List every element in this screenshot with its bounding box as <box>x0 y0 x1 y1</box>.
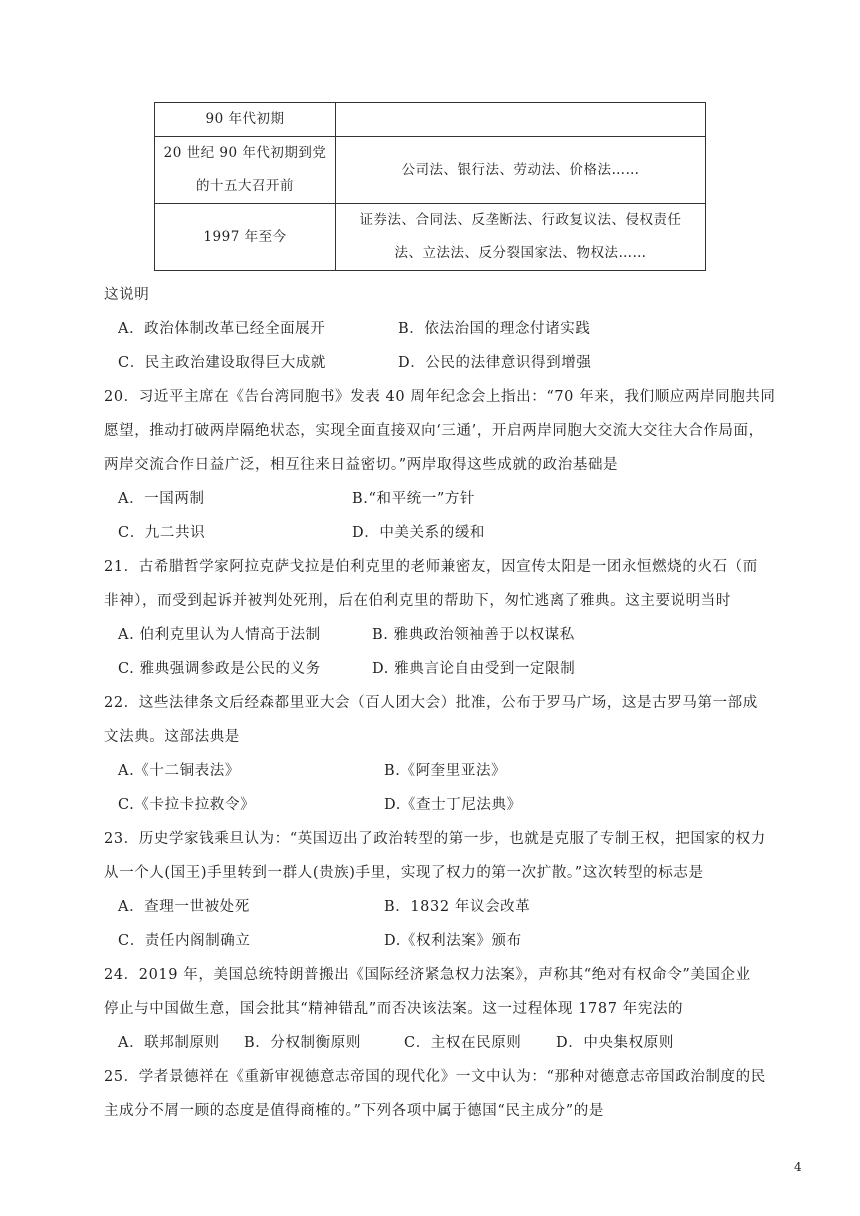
question-stem: 21．古希腊哲学家阿拉克萨戈拉是伯利克里的老师兼密友，因宣传太阳是一团永恒燃烧的火石（而 <box>104 559 758 575</box>
question-stem: 24．2019 年，美国总统特朗普搬出《国际经济紧急权力法案》，声称其“绝对有权命令”美国企业 <box>104 967 751 983</box>
option-b: B．分权制衡原则 <box>244 1035 361 1051</box>
table-cell-period: 1997 年至今 <box>155 204 336 271</box>
page-number: 4 <box>794 1160 802 1174</box>
option-b: B．1832 年议会改革 <box>384 899 531 915</box>
option-c: C. 雅典强调参政是公民的义务 <box>118 661 321 677</box>
question-stem: 愿望，推动打破两岸隔绝状态，实现全面直接双向‘三通’，开启两岸同胞大交流大交往大合作局面， <box>104 423 764 439</box>
question-stem: 停止与中国做生意，国会批其“精神错乱”而否决该法案。这一过程体现 1787 年宪法的 <box>104 1001 684 1017</box>
option-c: C．主权在民原则 <box>404 1035 522 1051</box>
option-a: A.《十二铜表法》 <box>118 763 240 779</box>
option-d: D．中央集权原则 <box>556 1035 674 1051</box>
laws-line: 证券法、合同法、反垄断法、行政复议法、侵权责任 <box>359 212 682 228</box>
table-cell-laws: 公司法、银行法、劳动法、价格法…… <box>336 137 706 204</box>
option-a: A．查理一世被处死 <box>118 899 250 915</box>
option-b: B.“和平统一”方针 <box>352 491 476 507</box>
table-cell-laws <box>336 204 706 271</box>
option-c: C．民主政治建设取得巨大成就 <box>118 355 326 371</box>
question-stem: 文法典。这部法典是 <box>104 729 240 745</box>
period-line: 的十五大召开前 <box>196 178 294 194</box>
table-cell-period <box>155 137 336 204</box>
period-line: 20 世纪 90 年代初期到党 <box>163 145 327 161</box>
option-c: C．责任内阁制确立 <box>118 933 251 949</box>
question-stem: 这说明 <box>104 287 150 303</box>
option-d: D. 雅典言论自由受到一定限制 <box>372 661 576 677</box>
option-a: A．政治体制改革已经全面展开 <box>118 321 326 337</box>
question-stem: 从一个人(国王)手里转到一群人(贵族)手里，实现了权力的第一次扩散。”这次转型的标志是 <box>104 865 704 881</box>
option-d: D.《权利法案》颁布 <box>384 933 522 949</box>
table-cell-laws <box>336 103 706 137</box>
law-table <box>154 102 706 271</box>
option-d: D．中美关系的缓和 <box>352 525 486 541</box>
table-row <box>155 137 706 204</box>
question-stem: 22．这些法律条文后经森都里亚大会（百人团大会）批准，公布于罗马广场，这是古罗马第一部成 <box>104 695 758 711</box>
option-b: B. 雅典政治领袖善于以权谋私 <box>372 627 575 643</box>
option-d: D．公民的法律意识得到增强 <box>398 355 592 371</box>
question-stem: 20．习近平主席在《告台湾同胞书》发表 40 周年纪念会上指出：“70 年来，我们顺应两岸同胞共同 <box>104 389 776 405</box>
question-stem: 主成分不屑一顾的态度是值得商榷的。”下列各项中属于德国“民主成分”的是 <box>104 1103 604 1119</box>
question-stem: 非神），而受到起诉并被判处死刑，后在伯利克里的帮助下，匆忙逃离了雅典。这主要说明当时 <box>104 593 731 609</box>
option-c: C.《卡拉卡拉救令》 <box>118 797 256 813</box>
option-a: A．联邦制原则 <box>118 1035 220 1051</box>
option-b: B.《阿奎里亚法》 <box>384 763 507 779</box>
laws-line: 法、立法法、反分裂国家法、物权法…… <box>394 245 647 261</box>
option-a: A. 伯利克里认为人情高于法制 <box>118 627 321 643</box>
table-row <box>155 204 706 271</box>
option-c: C．九二共识 <box>118 525 206 541</box>
question-stem: 两岸交流合作日益广泛，相互往来日益密切。”两岸取得这些成就的政治基础是 <box>104 457 619 473</box>
table-cell-period: 90 年代初期 <box>155 103 336 137</box>
table-row <box>155 103 706 137</box>
option-d: D.《查士丁尼法典》 <box>384 797 522 813</box>
option-a: A．一国两制 <box>118 491 205 507</box>
question-stem: 23．历史学家钱乘旦认为：“英国迈出了政治转型的第一步，也就是克服了专制王权，把国家的权力 <box>104 831 766 847</box>
option-b: B．依法治国的理念付诸实践 <box>398 321 591 337</box>
question-stem: 25．学者景德祥在《重新审视德意志帝国的现代化》一文中认为：“那种对德意志帝国政治制度的民 <box>104 1069 766 1085</box>
